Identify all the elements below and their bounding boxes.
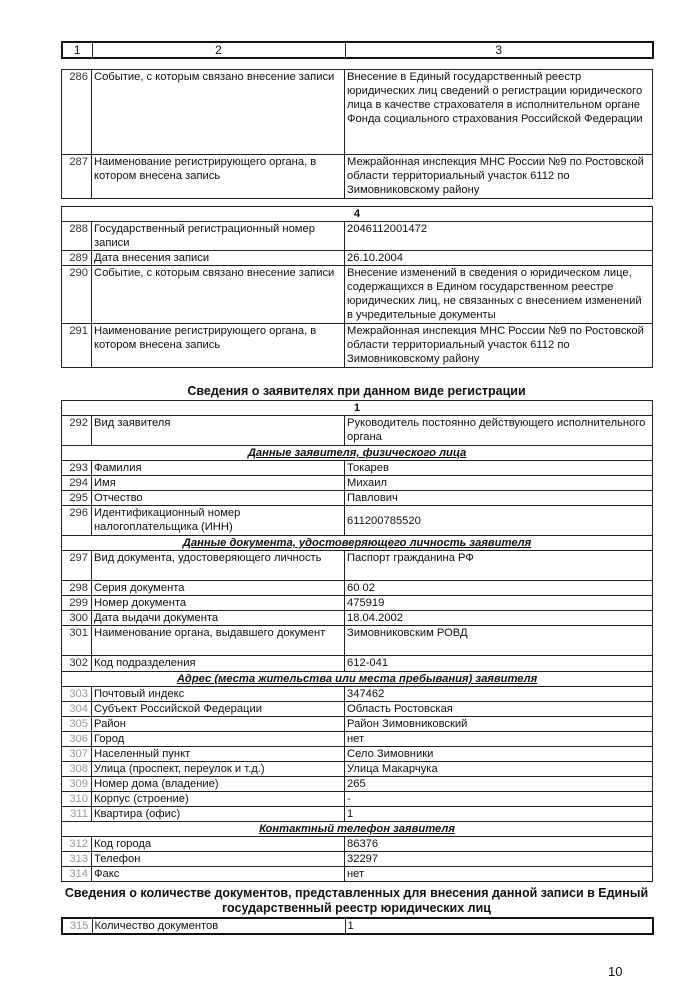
row-number: 313 xyxy=(62,852,92,867)
row-value: Межрайонная инспекция МНС России №9 по Ростовской области территориальный участок 6112 по Зимовниковскому району xyxy=(345,324,653,368)
row-label: Почтовый индекс xyxy=(92,687,345,702)
row-number: 289 xyxy=(62,251,92,266)
row-label: Субъект Российской Федерации xyxy=(92,702,345,717)
table-row xyxy=(62,656,653,672)
row-label: Корпус (строение) xyxy=(92,792,345,807)
row-value: 612-041 xyxy=(345,656,653,672)
table-row xyxy=(62,732,653,747)
table-row xyxy=(62,266,653,324)
row-number: 301 xyxy=(62,626,92,656)
row-number: 306 xyxy=(62,732,92,747)
row-label: Населенный пункт xyxy=(92,747,345,762)
row-label: Номер дома (владение) xyxy=(92,777,345,792)
row-number: 302 xyxy=(62,656,92,672)
row-number: 314 xyxy=(62,867,92,882)
table-row xyxy=(62,918,653,934)
row-value: Токарев xyxy=(345,461,653,476)
row-label: Событие, с которым связано внесение записи xyxy=(92,266,345,324)
column-header-table xyxy=(61,41,654,59)
row-value: 265 xyxy=(345,777,653,792)
row-number: 297 xyxy=(62,551,92,581)
row-value: Паспорт гражданина РФ xyxy=(345,551,653,581)
table-row xyxy=(62,491,653,506)
table-row xyxy=(62,807,653,822)
row-number: 287 xyxy=(62,155,92,199)
row-label: Фамилия xyxy=(92,461,345,476)
table-row xyxy=(62,155,653,199)
row-label: Номер документа xyxy=(92,596,345,611)
table-row xyxy=(62,506,653,536)
table-row xyxy=(62,852,653,867)
col-header-1: 1 xyxy=(62,42,92,58)
row-number: 307 xyxy=(62,747,92,762)
row-value: 18.04.2002 xyxy=(345,611,653,626)
section-subheading-document: Данные документа, удостоверяющего личность заявителя xyxy=(62,536,653,551)
table-row xyxy=(62,762,653,777)
row-value: 26.10.2004 xyxy=(345,251,653,266)
row-label: Отчество xyxy=(92,491,345,506)
row-label: Наименование регистрирующего органа, в котором внесена запись xyxy=(92,324,345,368)
documents-table xyxy=(61,917,654,935)
table-row xyxy=(62,251,653,266)
row-label: Идентификационный номер налогоплательщика (ИНН) xyxy=(92,506,345,536)
table-row xyxy=(62,324,653,368)
table-row xyxy=(62,687,653,702)
row-label: Государственный регистрационный номер записи xyxy=(92,222,345,251)
row-value: 1 xyxy=(345,918,653,934)
row-number: 305 xyxy=(62,717,92,732)
row-value: - xyxy=(345,792,653,807)
table-row xyxy=(62,551,653,581)
block-header: 1 xyxy=(62,401,653,416)
row-value: Внесение изменений в сведения о юридическом лице, содержащихся в Едином государственном реестре юридических лиц, не связанных с внесением изменений в учредительные документы xyxy=(345,266,653,324)
row-label: Факс xyxy=(92,867,345,882)
row-value: 60 02 xyxy=(345,581,653,596)
registration-block-2 xyxy=(61,206,653,368)
row-value: Внесение в Единый государственный реестр юридических лиц сведений о регистрации юридического лица в качестве страхователя в исполнительном органе Фонда социального страхования Российской Федерации xyxy=(345,70,653,155)
row-number: 312 xyxy=(62,837,92,852)
row-value: 32297 xyxy=(345,852,653,867)
row-label: Имя xyxy=(92,476,345,491)
row-number: 304 xyxy=(62,702,92,717)
row-number: 296 xyxy=(62,506,92,536)
row-value: Улица Макарчука xyxy=(345,762,653,777)
row-number: 300 xyxy=(62,611,92,626)
row-number: 310 xyxy=(62,792,92,807)
col-header-2: 2 xyxy=(92,42,345,58)
row-label: Наименование регистрирующего органа, в котором внесена запись xyxy=(92,155,345,199)
row-label: Квартира (офис) xyxy=(92,807,345,822)
row-value: Михаил xyxy=(345,476,653,491)
row-number: 286 xyxy=(62,70,92,155)
row-value: Руководитель постоянно действующего исполнительного органа xyxy=(345,416,653,446)
row-value: Межрайонная инспекция МНС России №9 по Ростовской области территориальный участок 6112 по Зимовниковскому району xyxy=(345,155,653,199)
row-number: 309 xyxy=(62,777,92,792)
table-row xyxy=(62,416,653,446)
row-number: 288 xyxy=(62,222,92,251)
row-label: Дата внесения записи xyxy=(92,251,345,266)
row-label: Код подразделения xyxy=(92,656,345,672)
applicants-table xyxy=(61,400,653,882)
row-number: 293 xyxy=(62,461,92,476)
table-row xyxy=(62,747,653,762)
table-row xyxy=(62,70,653,155)
table-row xyxy=(62,222,653,251)
row-label: Вид документа, удостоверяющего личность xyxy=(92,551,345,581)
row-value: 475919 xyxy=(345,596,653,611)
row-value: 86376 xyxy=(345,837,653,852)
row-value: нет xyxy=(345,732,653,747)
table-row xyxy=(62,476,653,491)
table-row xyxy=(62,461,653,476)
row-label: Серия документа xyxy=(92,581,345,596)
row-label: Город xyxy=(92,732,345,747)
row-value: 1 xyxy=(345,807,653,822)
row-value: Павлович xyxy=(345,491,653,506)
row-number: 294 xyxy=(62,476,92,491)
row-label: Количество документов xyxy=(92,918,345,934)
row-number: 291 xyxy=(62,324,92,368)
section-subheading-address: Адрес (места жительства или места пребывания) заявителя xyxy=(62,672,653,687)
table-row xyxy=(62,581,653,596)
documents-heading: Сведения о количестве документов, представленных для внесения данной записи в Единый государственный реестр юридических лиц xyxy=(64,886,649,915)
col-header-3: 3 xyxy=(345,42,653,58)
row-label: Телефон xyxy=(92,852,345,867)
registration-block-1 xyxy=(61,69,653,199)
row-label: Район xyxy=(92,717,345,732)
row-value: Район Зимовниковский xyxy=(345,717,653,732)
table-row xyxy=(62,777,653,792)
row-value: Область Ростовская xyxy=(345,702,653,717)
row-number: 311 xyxy=(62,807,92,822)
table-row xyxy=(62,837,653,852)
table-row xyxy=(62,717,653,732)
row-value: Зимовниковским РОВД xyxy=(345,626,653,656)
table-row xyxy=(62,702,653,717)
section-subheading-phone: Контактный телефон заявителя xyxy=(62,822,653,837)
row-value: 347462 xyxy=(345,687,653,702)
table-row xyxy=(62,867,653,882)
row-label: Событие, с которым связано внесение записи xyxy=(92,70,345,155)
row-value: 611200785520 xyxy=(345,506,653,536)
table-row xyxy=(62,596,653,611)
row-number: 299 xyxy=(62,596,92,611)
row-label: Дата выдачи документа xyxy=(92,611,345,626)
row-value: Село Зимовники xyxy=(345,747,653,762)
block-header: 4 xyxy=(62,207,653,222)
row-number: 295 xyxy=(62,491,92,506)
applicants-heading: Сведения о заявителях при данном виде регистрации xyxy=(187,384,526,398)
row-number: 315 xyxy=(62,918,92,934)
row-number: 292 xyxy=(62,416,92,446)
row-number: 303 xyxy=(62,687,92,702)
row-number: 298 xyxy=(62,581,92,596)
table-row xyxy=(62,626,653,656)
row-label: Код города xyxy=(92,837,345,852)
table-row xyxy=(62,792,653,807)
page-number: 10 xyxy=(608,964,623,979)
row-value: нет xyxy=(345,867,653,882)
row-label: Наименование органа, выдавшего документ xyxy=(92,626,345,656)
row-number: 290 xyxy=(62,266,92,324)
row-label: Вид заявителя xyxy=(92,416,345,446)
section-subheading-person: Данные заявителя, физического лица xyxy=(62,446,653,461)
row-label: Улица (проспект, переулок и т.д.) xyxy=(92,762,345,777)
row-number: 308 xyxy=(62,762,92,777)
row-value: 2046112001472 xyxy=(345,222,653,251)
table-row xyxy=(62,611,653,626)
